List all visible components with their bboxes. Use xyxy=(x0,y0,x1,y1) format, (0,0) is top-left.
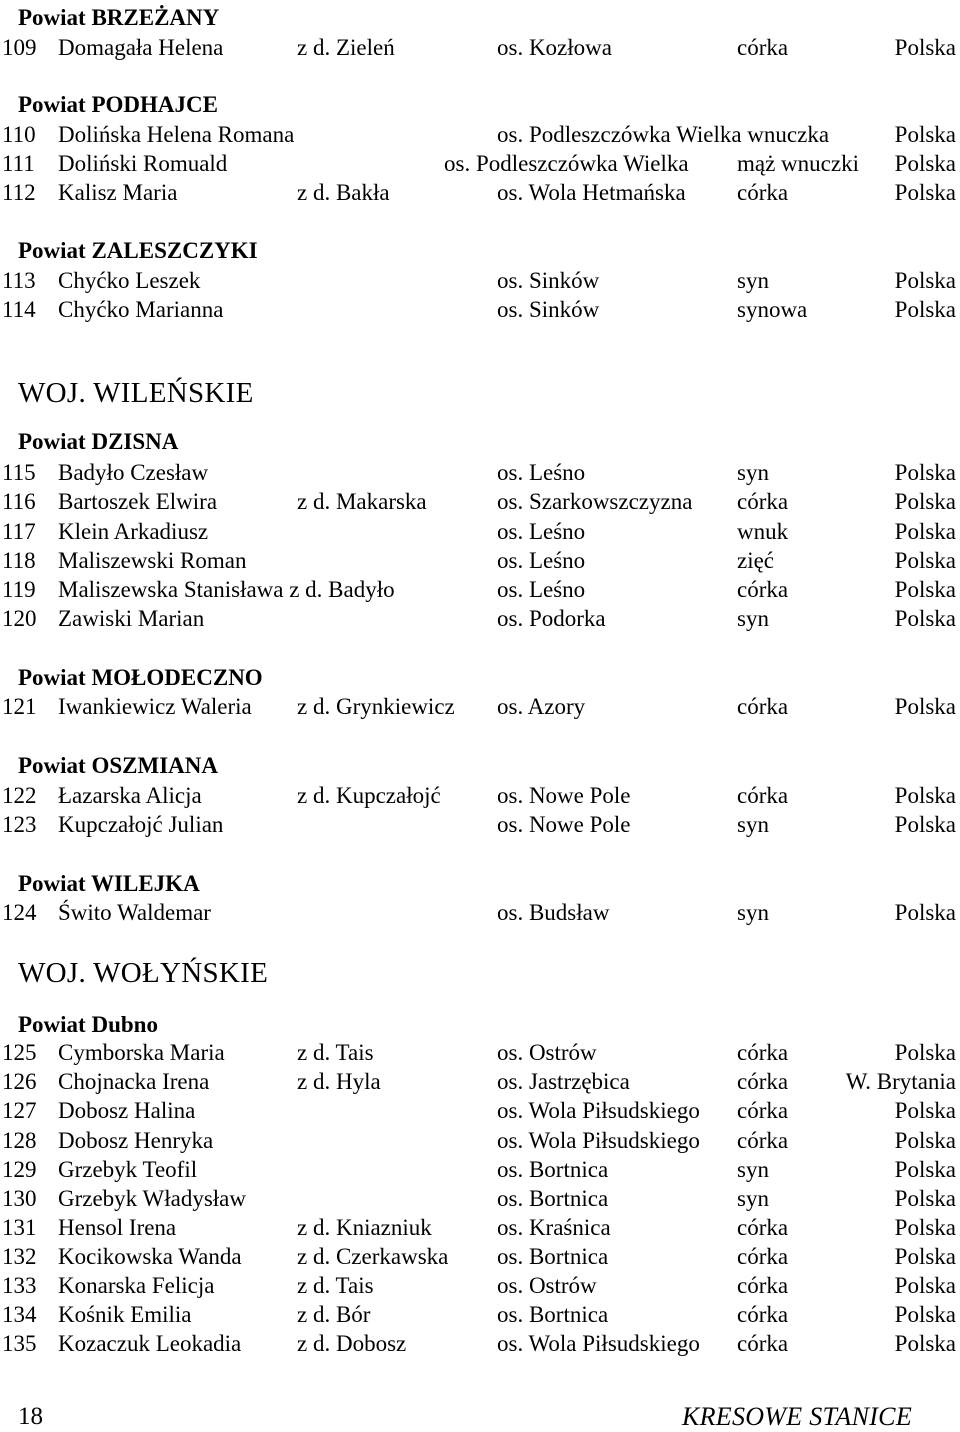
person-name: Grzebyk Teofil xyxy=(58,1157,198,1182)
person-name: Dolińska Helena Romana xyxy=(58,122,295,147)
country: Polska xyxy=(894,606,956,631)
row-number: 123 xyxy=(2,812,37,837)
country: Polska xyxy=(894,460,956,485)
table-row xyxy=(0,898,960,927)
country: Polska xyxy=(894,900,956,925)
district-heading: Powiat BRZEŻANY xyxy=(18,5,220,30)
district-heading: Powiat ZALESZCZYKI xyxy=(18,238,258,263)
row-number: 110 xyxy=(2,122,36,147)
relation: mąż wnuczki xyxy=(737,151,859,176)
row-number: 125 xyxy=(2,1040,37,1065)
district-heading: Powiat PODHAJCE xyxy=(18,92,218,117)
maiden-name: z d. Zieleń xyxy=(297,35,395,60)
person-name: Maliszewski Roman xyxy=(58,548,247,573)
row-number: 130 xyxy=(2,1186,37,1211)
settlement: os. Wola Hetmańska xyxy=(497,180,686,205)
person-name: Dobosz Henryka xyxy=(58,1128,214,1153)
table-row xyxy=(0,1300,960,1329)
row-number: 121 xyxy=(2,694,37,719)
settlement: os. Kozłowa xyxy=(497,35,612,60)
table-row xyxy=(0,1038,960,1067)
country: Polska xyxy=(894,297,956,322)
person-name: Konarska Felicja xyxy=(58,1273,215,1298)
row-number: 115 xyxy=(2,460,36,485)
table-row xyxy=(0,810,960,839)
country: Polska xyxy=(894,1302,956,1327)
table-row xyxy=(0,1184,960,1213)
country: Polska xyxy=(894,489,956,514)
maiden-name: z d. Hyla xyxy=(297,1069,381,1094)
country: Polska xyxy=(894,1215,956,1240)
table-row xyxy=(0,120,960,149)
settlement: os. Ostrów xyxy=(497,1273,597,1298)
running-title: KRESOWE STANICE xyxy=(681,1402,912,1431)
settlement: os. Nowe Pole xyxy=(497,783,631,808)
person-name: Domagała Helena xyxy=(58,35,224,60)
table-row xyxy=(0,604,960,633)
country: Polska xyxy=(894,577,956,602)
person-name: Świto Waldemar xyxy=(58,900,211,925)
relation: córka xyxy=(737,1069,789,1094)
page-number: 18 xyxy=(18,1403,43,1430)
country: Polska xyxy=(894,151,956,176)
country: Polska xyxy=(894,122,956,147)
table-row xyxy=(0,1096,960,1125)
country: Polska xyxy=(894,1244,956,1269)
relation: córka xyxy=(737,783,789,808)
person-name: Dobosz Halina xyxy=(58,1098,196,1123)
settlement: os. Bortnica xyxy=(497,1244,609,1269)
table-row xyxy=(0,1242,960,1271)
maiden-name: z d. Dobosz xyxy=(297,1331,407,1356)
relation: syn xyxy=(737,812,769,837)
person-name: Badyło Czesław xyxy=(58,460,209,485)
row-number: 111 xyxy=(2,151,35,176)
settlement: os. Leśno xyxy=(497,577,586,602)
country: W. Brytania xyxy=(845,1069,956,1094)
relation: córka xyxy=(737,1302,789,1327)
settlement: os. Leśno xyxy=(497,460,586,485)
table-row xyxy=(0,266,960,295)
table-row xyxy=(0,517,960,546)
settlement: os. Wola Piłsudskiego xyxy=(497,1098,700,1123)
country: Polska xyxy=(894,548,956,573)
relation: syn xyxy=(737,900,769,925)
row-number: 120 xyxy=(2,606,37,631)
relation: syn xyxy=(737,1157,769,1182)
table-row xyxy=(0,1126,960,1155)
row-number: 118 xyxy=(2,548,36,573)
relation: córka xyxy=(737,35,789,60)
row-number: 122 xyxy=(2,783,37,808)
country: Polska xyxy=(894,1186,956,1211)
relation: córka xyxy=(737,1098,789,1123)
row-number: 109 xyxy=(2,35,37,60)
country: Polska xyxy=(894,268,956,293)
table-row xyxy=(0,575,960,604)
row-number: 113 xyxy=(2,268,36,293)
settlement: os. Ostrów xyxy=(497,1040,597,1065)
row-number: 129 xyxy=(2,1157,37,1182)
row-number: 126 xyxy=(2,1069,37,1094)
settlement: os. Leśno xyxy=(497,519,586,544)
person-name: Cymborska Maria xyxy=(58,1040,225,1065)
relation: wnuk xyxy=(737,519,789,544)
table-row xyxy=(0,692,960,721)
settlement: os. Kraśnica xyxy=(497,1215,611,1240)
maiden-name: z d. Kniazniuk xyxy=(297,1215,432,1240)
relation: córka xyxy=(737,1331,789,1356)
row-number: 131 xyxy=(2,1215,37,1240)
settlement: os. Podorka xyxy=(497,606,606,631)
country: Polska xyxy=(894,35,956,60)
table-row xyxy=(0,1213,960,1242)
table-row xyxy=(0,458,960,487)
table-row xyxy=(0,546,960,575)
row-number: 128 xyxy=(2,1128,37,1153)
table-row xyxy=(0,487,960,516)
relation: córka xyxy=(737,1244,789,1269)
country: Polska xyxy=(894,519,956,544)
table-row xyxy=(0,781,960,810)
row-number: 135 xyxy=(2,1331,37,1356)
relation: córka xyxy=(737,1273,789,1298)
settlement: os. Azory xyxy=(497,694,586,719)
district-heading: Powiat MOŁODECZNO xyxy=(18,665,263,690)
person-name: Kupczałojć Julian xyxy=(58,812,224,837)
settlement: os. Bortnica xyxy=(497,1302,609,1327)
person-name: Kośnik Emilia xyxy=(58,1302,192,1327)
row-number: 127 xyxy=(2,1098,37,1123)
row-number: 134 xyxy=(2,1302,37,1327)
relation: syn xyxy=(737,1186,769,1211)
district-heading: Powiat Dubno xyxy=(18,1012,158,1037)
relation: zięć xyxy=(737,548,775,573)
relation: córka xyxy=(737,1040,789,1065)
settlement: os. Bortnica xyxy=(497,1157,609,1182)
relation: córka xyxy=(737,180,789,205)
relation: córka xyxy=(737,577,789,602)
country: Polska xyxy=(894,1040,956,1065)
row-number: 132 xyxy=(2,1244,37,1269)
maiden-name: z d. Czerkawska xyxy=(297,1244,449,1269)
relation: córka xyxy=(737,1128,789,1153)
table-row xyxy=(0,295,960,324)
row-number: 112 xyxy=(2,180,36,205)
person-name: Doliński Romuald xyxy=(58,151,228,176)
maiden-name: z d. Bakła xyxy=(297,180,390,205)
person-name: Kocikowska Wanda xyxy=(58,1244,242,1269)
row-number: 119 xyxy=(2,577,36,602)
voivodeship-heading: WOJ. WILEŃSKIE xyxy=(18,377,254,409)
settlement: os. Bortnica xyxy=(497,1186,609,1211)
settlement: os. Jastrzębica xyxy=(497,1069,630,1094)
person-name: Grzebyk Władysław xyxy=(58,1186,246,1211)
table-row xyxy=(0,1329,960,1358)
relation: córka xyxy=(737,694,789,719)
maiden-name: z d. Kupczałojć xyxy=(297,783,441,808)
relation: syn xyxy=(737,460,769,485)
person-name: Kalisz Maria xyxy=(58,180,178,205)
row-number: 124 xyxy=(2,900,37,925)
person-name: Chojnacka Irena xyxy=(58,1069,210,1094)
settlement: os. Szarkowszczyzna xyxy=(497,489,693,514)
settlement: os. Nowe Pole xyxy=(497,812,631,837)
person-name: Klein Arkadiusz xyxy=(58,519,209,544)
row-number: 116 xyxy=(2,489,36,514)
table-row xyxy=(0,1155,960,1184)
person-name: Chyćko Marianna xyxy=(58,297,224,322)
relation: córka xyxy=(737,1215,789,1240)
country: Polska xyxy=(894,694,956,719)
country: Polska xyxy=(894,1331,956,1356)
relation: córka xyxy=(737,489,789,514)
maiden-name: z d. Bór xyxy=(297,1302,371,1327)
relation: synowa xyxy=(737,297,808,322)
country: Polska xyxy=(894,783,956,808)
person-name: Maliszewska Stanisława z d. Badyło xyxy=(58,577,395,602)
row-number: 133 xyxy=(2,1273,37,1298)
row-number: 117 xyxy=(2,519,36,544)
person-name: Hensol Irena xyxy=(58,1215,177,1240)
district-heading: Powiat DZISNA xyxy=(18,429,179,454)
country: Polska xyxy=(894,1273,956,1298)
country: Polska xyxy=(894,812,956,837)
settlement: os. Budsław xyxy=(497,900,610,925)
settlement: os. Sinków xyxy=(497,297,600,322)
settlement: os. Podleszczówka Wielka wnuczka xyxy=(497,122,830,147)
maiden-name: z d. Tais xyxy=(297,1040,374,1065)
country: Polska xyxy=(894,1157,956,1182)
country: Polska xyxy=(894,1128,956,1153)
maiden-name: z d. Makarska xyxy=(297,489,427,514)
table-row xyxy=(0,1067,960,1096)
person-name: Bartoszek Elwira xyxy=(58,489,218,514)
district-heading: Powiat WILEJKA xyxy=(18,871,200,896)
relation: syn xyxy=(737,606,769,631)
table-row xyxy=(0,178,960,207)
voivodeship-heading: WOJ. WOŁYŃSKIE xyxy=(18,957,269,989)
person-name: Kozaczuk Leokadia xyxy=(58,1331,242,1356)
relation: syn xyxy=(737,268,769,293)
country: Polska xyxy=(894,1098,956,1123)
maiden-name: z d. Grynkiewicz xyxy=(297,694,455,719)
table-row xyxy=(0,149,960,178)
person-name: Zawiski Marian xyxy=(58,606,205,631)
country: Polska xyxy=(894,180,956,205)
district-heading: Powiat OSZMIANA xyxy=(18,753,218,778)
settlement: os. Podleszczówka Wielka xyxy=(444,151,689,176)
settlement: os. Sinków xyxy=(497,268,600,293)
person-name: Iwankiewicz Waleria xyxy=(58,694,252,719)
person-name: Łazarska Alicja xyxy=(58,783,202,808)
maiden-name: z d. Tais xyxy=(297,1273,374,1298)
person-name: Chyćko Leszek xyxy=(58,268,201,293)
row-number: 114 xyxy=(2,297,36,322)
table-row xyxy=(0,33,960,62)
table-row xyxy=(0,1271,960,1300)
settlement: os. Leśno xyxy=(497,548,586,573)
settlement: os. Wola Piłsudskiego xyxy=(497,1128,700,1153)
settlement: os. Wola Piłsudskiego xyxy=(497,1331,700,1356)
